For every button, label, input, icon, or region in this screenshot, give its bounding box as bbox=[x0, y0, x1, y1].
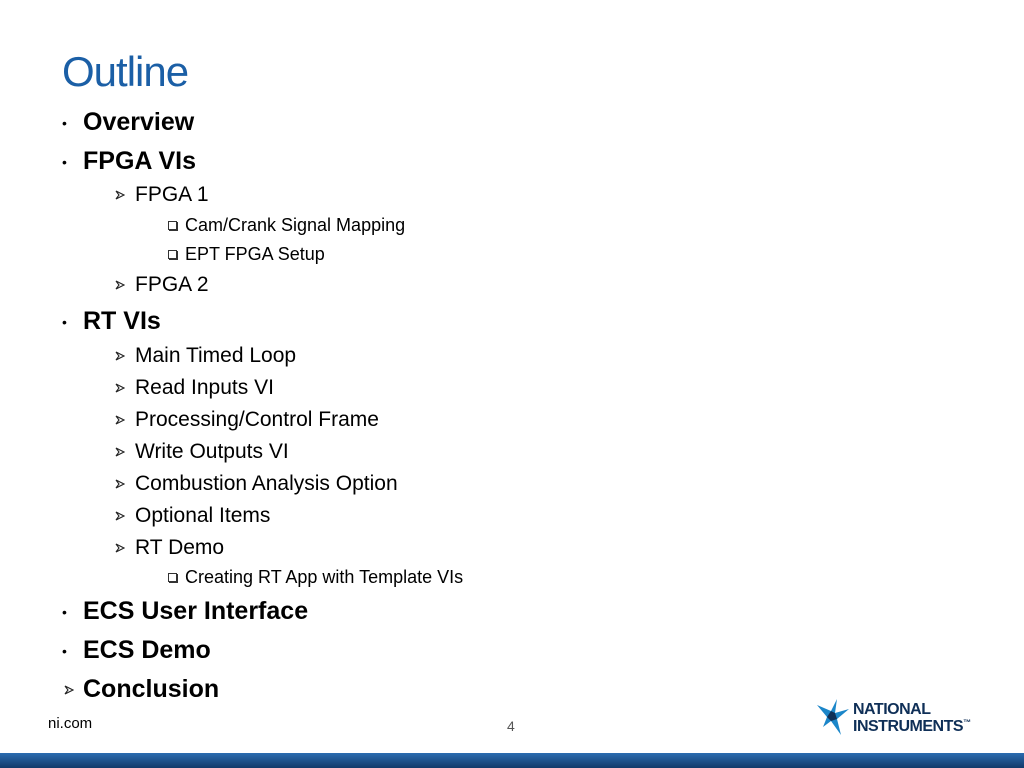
bullet-dot-icon: • bbox=[62, 642, 67, 659]
list-item bbox=[62, 597, 309, 626]
list-item-label: Main Timed Loop bbox=[135, 344, 297, 367]
list-item bbox=[62, 636, 211, 665]
arrow-icon bbox=[115, 190, 125, 200]
footer-bar bbox=[0, 753, 1024, 768]
arrow-icon bbox=[115, 543, 125, 553]
list-item bbox=[185, 215, 405, 236]
list-item-label: EPT FPGA Setup bbox=[185, 244, 325, 264]
list-item-label: Conclusion bbox=[83, 675, 220, 703]
checkbox-square-icon bbox=[168, 221, 177, 230]
arrow-icon bbox=[115, 479, 125, 489]
arrow-icon bbox=[64, 685, 74, 695]
checkbox-square-icon bbox=[168, 250, 177, 259]
list-item-label: Cam/Crank Signal Mapping bbox=[185, 215, 406, 235]
list-item bbox=[135, 440, 289, 464]
eagle-logo-icon bbox=[815, 697, 851, 737]
logo-wordmark bbox=[853, 701, 971, 735]
list-item bbox=[185, 244, 325, 265]
list-item bbox=[135, 472, 398, 496]
list-item-label: FPGA 2 bbox=[135, 273, 209, 296]
list-item-label: Write Outputs VI bbox=[135, 440, 289, 463]
logo-line2: INSTRUMENTS bbox=[853, 718, 964, 735]
footer-url: ni.com bbox=[48, 715, 93, 732]
list-item bbox=[135, 183, 209, 207]
list-item-label: Optional Items bbox=[135, 504, 271, 527]
list-item-label: RT Demo bbox=[135, 536, 225, 559]
list-item-label: Processing/Control Frame bbox=[135, 408, 379, 431]
logo-line1: NATIONAL bbox=[853, 701, 931, 718]
list-item bbox=[135, 273, 209, 297]
list-item-label: Combustion Analysis Option bbox=[135, 472, 398, 495]
list-item-label: ECS Demo bbox=[83, 636, 211, 664]
slide-title: Outline bbox=[62, 48, 189, 95]
national-instruments-logo bbox=[815, 697, 971, 742]
list-item bbox=[83, 675, 219, 704]
list-item-label: ECS User Interface bbox=[83, 597, 309, 625]
list-item bbox=[135, 344, 296, 368]
bullet-dot-icon: • bbox=[62, 153, 67, 170]
arrow-icon bbox=[115, 280, 125, 290]
list-item bbox=[62, 147, 196, 176]
arrow-icon bbox=[115, 447, 125, 457]
list-item bbox=[135, 408, 379, 432]
bullet-dot-icon: • bbox=[62, 603, 67, 620]
list-item-label: Overview bbox=[83, 108, 195, 136]
arrow-icon bbox=[115, 383, 125, 393]
arrow-icon bbox=[115, 511, 125, 521]
trademark-mark: ™ bbox=[963, 718, 971, 727]
list-item bbox=[185, 567, 463, 588]
page-number: 4 bbox=[507, 718, 515, 734]
list-item bbox=[62, 108, 195, 137]
checkbox-square-icon bbox=[168, 573, 177, 582]
list-item-label: FPGA 1 bbox=[135, 183, 209, 206]
bullet-dot-icon: • bbox=[62, 114, 67, 131]
list-item-label: Creating RT App with Template VIs bbox=[185, 567, 464, 587]
list-item-label: Read Inputs VI bbox=[135, 376, 274, 399]
bullet-dot-icon: • bbox=[62, 313, 67, 330]
list-item bbox=[62, 307, 161, 336]
list-item-label: FPGA VIs bbox=[83, 147, 196, 175]
list-item bbox=[135, 504, 270, 528]
list-item bbox=[135, 536, 224, 560]
list-item bbox=[135, 376, 274, 400]
arrow-icon bbox=[115, 415, 125, 425]
list-item-label: RT VIs bbox=[83, 307, 161, 335]
arrow-icon bbox=[115, 351, 125, 361]
